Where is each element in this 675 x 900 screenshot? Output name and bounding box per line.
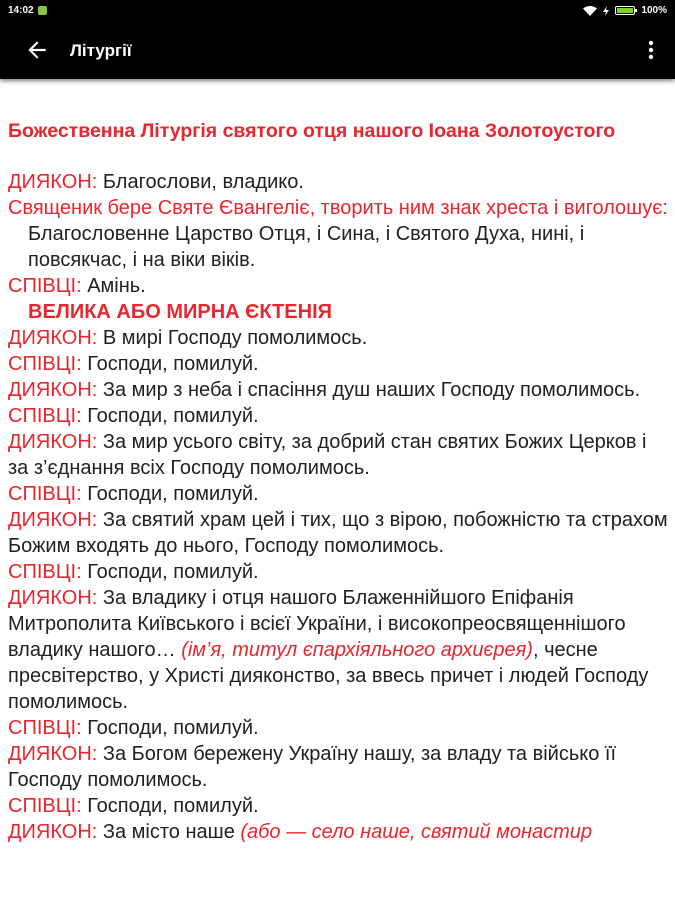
section-heading: ВЕЛИКА АБО МИРНА ЄКТЕНІЯ xyxy=(28,301,333,323)
battery-icon xyxy=(615,6,635,15)
liturgy-line xyxy=(8,507,668,559)
speaker-label: СПІВЦІ: xyxy=(8,275,88,297)
line-text: За місто наше xyxy=(102,821,241,843)
liturgy-text xyxy=(8,118,668,845)
prayer-line: Благословенне Царство Отця, і Сина, і Святого Духа, нині, і повсякчас, і на віки віків. xyxy=(28,223,585,271)
speaker-label: СПІВЦІ: xyxy=(8,483,88,505)
liturgy-line xyxy=(8,715,668,741)
line-text: Господи, помилуй. xyxy=(87,405,259,427)
speaker-label: СПІВЦІ: xyxy=(8,405,88,427)
line-text: За Богом бережену Україну нашу, за владу та військо її Господу помолимось. xyxy=(8,743,617,791)
liturgy-line xyxy=(8,481,668,507)
line-text: В мирі Господу помолимось. xyxy=(102,327,368,349)
liturgy-line xyxy=(8,741,668,793)
rubric-note: (або — село наше, святий монастир xyxy=(240,821,593,843)
liturgy-line xyxy=(8,325,668,351)
line-text-continued: , чесне пресвітерство, у Христі дияконство, за ввесь причет і людей Господу помолимось. xyxy=(8,639,649,713)
speaker-label: СПІВЦІ: xyxy=(8,795,88,817)
speaker-label: ДИЯКОН: xyxy=(8,587,103,609)
rubric-note: (ім’я, титул єпархіяльного архиєрея) xyxy=(181,639,533,661)
notification-icon xyxy=(38,6,47,15)
liturgy-line xyxy=(8,169,668,195)
speaker-label: ДИЯКОН: xyxy=(8,821,103,843)
rubric-line: Священик бере Святе Євангеліє, творить ним знак хреста і виголошує: xyxy=(8,197,668,219)
line-text: За мир з неба і спасіння душ наших Господу помолимось. xyxy=(102,379,641,401)
speaker-label: СПІВЦІ: xyxy=(8,353,88,375)
speaker-label: ДИЯКОН: xyxy=(8,327,103,349)
liturgy-line xyxy=(8,819,668,845)
liturgy-line xyxy=(8,273,668,299)
speaker-label: ДИЯКОН: xyxy=(8,743,103,765)
liturgy-line xyxy=(8,429,668,481)
line-text: За святий храм цей і тих, що з вірою, побожністю та страхом Божим входять до нього, Господу помолимось. xyxy=(8,509,668,557)
line-text: Благослови, владико. xyxy=(102,171,304,193)
back-arrow-icon[interactable] xyxy=(24,37,50,63)
line-text: Господи, помилуй. xyxy=(87,483,259,505)
battery-level: 100% xyxy=(641,5,667,16)
line-text: За мир усього світу, за добрий стан святих Божих Церков і за з’єднання всіх Господу помолимось. xyxy=(8,431,647,479)
speaker-label: СПІВЦІ: xyxy=(8,561,88,583)
wifi-icon xyxy=(583,6,597,16)
speaker-label: ДИЯКОН: xyxy=(8,379,103,401)
more-vert-icon[interactable] xyxy=(647,38,655,62)
line-text: Господи, помилуй. xyxy=(87,353,259,375)
status-bar xyxy=(0,0,675,22)
speaker-label: СПІВЦІ: xyxy=(8,717,88,739)
liturgy-line xyxy=(8,585,668,715)
line-text: Господи, помилуй. xyxy=(87,561,259,583)
page-title: Літургії xyxy=(70,41,132,60)
speaker-label: ДИЯКОН: xyxy=(8,509,103,531)
status-time: 14:02 xyxy=(8,5,34,16)
app-bar xyxy=(0,22,675,79)
liturgy-line xyxy=(8,793,668,819)
liturgy-line xyxy=(8,403,668,429)
liturgy-line xyxy=(8,559,668,585)
line-text: Господи, помилуй. xyxy=(87,717,259,739)
status-right xyxy=(583,5,667,16)
line-text: За владику і отця нашого Блаженнійшого Епіфанія Митрополита Київського і всієї України, і високопреосвященнішого владику нашого… xyxy=(8,587,626,661)
speaker-label: ДИЯКОН: xyxy=(8,431,103,453)
liturgy-line xyxy=(8,351,668,377)
liturgy-title: Божественна Літургія святого отця нашого Іоана Золотоустого xyxy=(8,120,616,142)
liturgy-line xyxy=(8,377,668,403)
speaker-label: ДИЯКОН: xyxy=(8,171,103,193)
line-text: Амінь. xyxy=(87,275,146,297)
line-text: Господи, помилуй. xyxy=(87,795,259,817)
charging-icon xyxy=(603,6,609,16)
